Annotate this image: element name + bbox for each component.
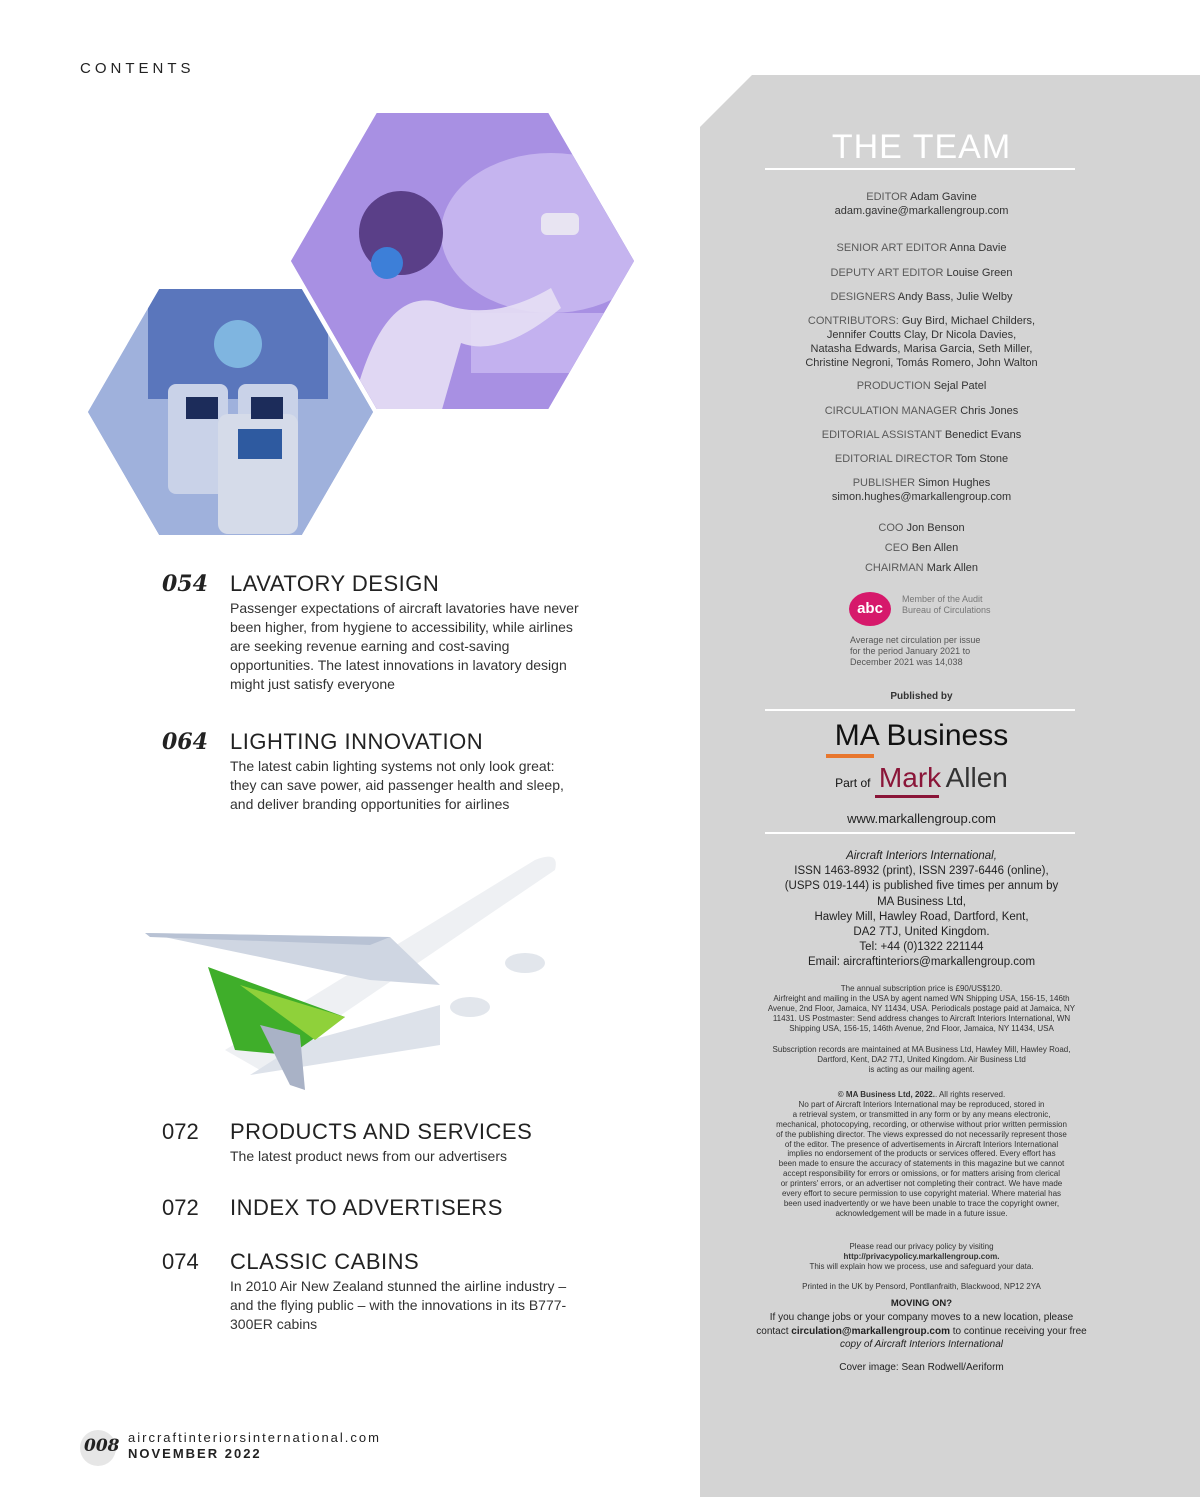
- entry-description: In 2010 Air New Zealand stunned the airline industry – and the flying public – with the innovations in its B777-300ER cabins: [230, 1278, 567, 1332]
- staff-chairman: CHAIRMAN Mark Allen: [864, 562, 979, 574]
- records-text: Subscription records are maintained at MA Business Ltd, Hawley Mill, Hawley Road, Dartford, Kent, DA2 7TJ, United Kingdom. Air Business Ltd is acting as our mailing agent.: [772, 1045, 1071, 1074]
- entry-page-number: 072: [162, 1195, 199, 1220]
- entry-title: PRODUCTS AND SERVICES: [230, 1119, 533, 1144]
- entry-description: The latest cabin lighting systems not only look great: they can save power, aid passenger health and sleep, and deliver branding opportunities for airlines: [230, 758, 564, 812]
- entry-page-number: 072: [162, 1119, 199, 1144]
- staff-senior-art: SENIOR ART EDITOR Anna Davie: [836, 242, 1007, 254]
- staff-contributors: CONTRIBUTORS: Guy Bird, Michael Childers, Jennifer Coutts Clay, Dr Nicola Davies, Natasha Edwards, Marisa Garcia, Seth Miller, Christine Negroni, Tomás Romero, John Walton: [805, 315, 1038, 369]
- staff-editorial-assistant: EDITORIAL ASSISTANT Benedict Evans: [821, 429, 1022, 441]
- entry-title: LAVATORY DESIGN: [230, 571, 440, 596]
- ma-business-logo: MA Business: [834, 719, 1009, 752]
- mark-underline: [875, 795, 939, 798]
- aircraft-image: [140, 845, 570, 1090]
- editor-email[interactable]: adam.gavine@markallengroup.com: [834, 205, 1009, 217]
- staff-editorial-director: EDITORIAL DIRECTOR Tom Stone: [834, 453, 1009, 465]
- entry-page-number: 064: [162, 729, 208, 755]
- entry-page-number: 054: [162, 571, 208, 597]
- printed-text: Printed in the UK by Pensord, Pontllanfraith, Blackwood, NP12 2YA: [802, 1282, 1041, 1291]
- imprint-block: Aircraft Interiors International, ISSN 1463-8932 (print), ISSN 2397-6446 (online), (USPS 019-144) is published five times per annum by MA Business Ltd, Hawley Mill, Hawley Road, Dartford, Kent, DA2 7TJ, United Kingdom. Tel: +44 (0)1322 221144 Email: aircraftinteriors@markallengroup.com: [784, 850, 1059, 969]
- ma-underline: [826, 754, 874, 758]
- staff-editor: EDITOR Adam Gavine adam.gavine@markallengroup.com: [834, 191, 1009, 217]
- circulation-email[interactable]: circulation@markallengroup.com: [791, 1325, 950, 1337]
- published-by-label: Published by: [890, 691, 953, 702]
- entry-description: The latest product news from our advertisers: [230, 1148, 508, 1164]
- divider: [765, 709, 1075, 711]
- divider: [765, 168, 1075, 170]
- staff-ceo: CEO Ben Allen: [884, 542, 959, 554]
- staff-deputy-art: DEPUTY ART EDITOR Louise Green: [830, 267, 1013, 279]
- privacy-link[interactable]: http://privacypolicy.markallengroup.com.: [843, 1252, 1000, 1261]
- cover-credit: Cover image: Sean Rodwell/Aeriform: [839, 1362, 1004, 1373]
- entry-page-number: 074: [162, 1249, 199, 1274]
- moving-on-text: If you change jobs or your company moves to a new location, please contact circulation@markallengroup.com to continue receiving your free copy of Aircraft Interiors International: [756, 1312, 1087, 1350]
- staff-designers: DESIGNERS Andy Bass, Julie Welby: [830, 291, 1013, 303]
- mark-allen-logo: Part of Mark Allen: [835, 762, 1008, 793]
- entry-description: Passenger expectations of aircraft lavatories have never been higher, from hygiene to accessibility, while airlines are seeking revenue earning and cost-saving opportunities. The latest innovations in lavatory design might just satisfy everyone: [230, 600, 579, 692]
- staff-coo: COO Jon Benson: [878, 522, 965, 534]
- abc-circulation-text: Average net circulation per issue for the period January 2021 to December 2021 was 14,038: [850, 635, 981, 667]
- subscription-text: The annual subscription price is £90/US$120. Airfreight and mailing in the USA by agent named WN Shipping USA, 156-15, 146th Avenue, 2nd Floor, Jamaica, NY 11434, USA. Periodicals postage paid at Jamaica, NY 11431. US Postmaster: Send address changes to Aircraft Interiors International, WN Shipping USA, 156-15, 146th Avenue, 2nd Floor, Jamaica, NY 11434, USA: [767, 984, 1076, 1033]
- page-number: 008: [84, 1436, 120, 1456]
- moving-on-title: MOVING ON?: [890, 1298, 953, 1309]
- website-link[interactable]: www.markallengroup.com: [847, 811, 996, 826]
- footer-date: NOVEMBER 2022: [128, 1446, 262, 1461]
- abc-logo: abc: [849, 592, 891, 626]
- publisher-email[interactable]: simon.hughes@markallengroup.com: [831, 491, 1012, 503]
- entry-title: LIGHTING INNOVATION: [230, 729, 484, 754]
- privacy-text: Please read our privacy policy by visiting http://privacypolicy.markallengroup.com. This will explain how we process, use and safeguard your data.: [809, 1242, 1034, 1271]
- section-label: CONTENTS: [80, 60, 195, 77]
- abc-member-text: Member of the Audit Bureau of Circulations: [902, 594, 991, 615]
- staff-publisher: PUBLISHER Simon Hughes simon.hughes@markallengroup.com: [831, 477, 1012, 503]
- team-title: THE TEAM: [831, 128, 1012, 166]
- entry-title: INDEX TO ADVERTISERS: [230, 1195, 503, 1220]
- staff-production: PRODUCTION Sejal Patel: [856, 380, 987, 392]
- footer-url[interactable]: aircraftinteriorsinternational.com: [128, 1430, 381, 1445]
- copyright-text: © MA Business Ltd, 2022.. All rights reserved. No part of Aircraft Interiors International may be reproduced, stored in a retrieval system, or transmitted in any form or by any means electronic, mechanical, photocopying, recording, or otherwise without prior written permission of the publishing director. The views expressed do not necessarily represent those of the editor. The presence of advertisements in Aircraft Interiors International implies no endorsement of the products or services offered. Every effort has been made to ensure the accuracy of statements in this magazine but we cannot accept responsibility for errors or omissions, or for matters arising from clerical or printers' errors, or an advertiser not completing their contract. We have made every effort to secure permission to use copyright material. Where material has been used inadvertently or we have been unable to trace the copyright owner, acknowledgement will be made in a future issue.: [776, 1090, 1067, 1218]
- divider: [765, 832, 1075, 834]
- entry-title: CLASSIC CABINS: [230, 1249, 420, 1274]
- staff-circulation: CIRCULATION MANAGER Chris Jones: [824, 405, 1019, 417]
